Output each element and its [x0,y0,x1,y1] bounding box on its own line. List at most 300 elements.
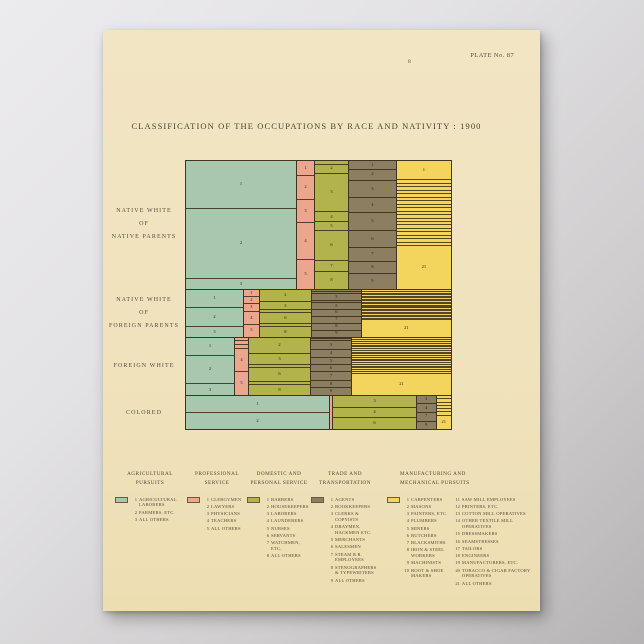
legend-item-label: BLACKSMITHS [411,540,446,546]
column-agriculture [186,161,296,289]
segment-number: 3 [278,355,281,361]
segment-number: 4 [330,213,333,219]
legend-item-number: 8 [266,553,269,559]
legend-title-line: MANUFACTURING AND [400,471,466,477]
legend-item [403,547,451,558]
segment-number: 6 [373,420,376,426]
column-professional [329,396,332,429]
legend-item [403,540,451,546]
column-domestic [332,396,415,429]
legend-color-swatch-agriculture [115,497,128,503]
row-label-text: NATIVE WHITE [116,296,172,303]
legend-item-label: ALL OTHERS [335,577,365,583]
legend-item-number: 18 [455,553,460,559]
legend-title-line: TRANSPORTATION [318,479,372,486]
legend-item-label: DRESSMAKERS [461,531,498,537]
column-professional [243,290,259,337]
legend-item-number: 6 [266,532,269,538]
legend-color-swatch-professional [187,497,200,503]
legend-item-number: 2 [266,503,269,509]
segment-number: 2 [278,342,281,348]
column-professional [234,338,248,396]
legend-item [327,511,379,522]
legend-item [327,537,379,543]
segment-trade-7 [311,371,351,380]
legend-item-label: SALESMEN [335,544,361,550]
legend-item-label: BOOT & SHOE MAKERS [411,567,444,579]
segment-number: 8 [335,323,338,329]
legend-item-label: ALL OTHERS [139,516,169,522]
segment-trade-8 [349,261,396,273]
segment-trade-3 [312,293,361,301]
legend-item-label: STENOGRAPHERS & TYPEWRITERS [335,564,377,576]
legend-item-number: 2 [330,503,333,509]
segment-number: 1 [208,342,212,348]
segment-agriculture-3 [186,278,296,289]
segment-number: 2 [239,240,243,246]
legend-group-body [187,497,247,532]
legend-group-title [247,470,311,488]
segment-manufacturing-1 [397,161,451,179]
legend-item-label: IRON & STEEL WORKERS [411,547,445,559]
legend-item [403,511,451,517]
legend-item-number: 14 [455,518,460,524]
legend-item-label: PLUMBERS [411,518,437,524]
segment-number: 9 [329,388,333,394]
segment-number: 2 [250,297,253,303]
legend-title-line: TRADE AND [327,471,363,477]
segment-manufacturing-21 [362,319,451,336]
legend-item-label: TOBACCO & CIGAR FACTORY OPERATIVES [461,567,531,579]
segment-number: 2 [330,165,333,171]
segment-number: 6 [371,235,374,241]
legend-group-manufacturing [387,470,535,586]
legend-item [203,518,241,524]
legend-item [203,526,241,532]
legend-item [403,526,451,532]
legend-title-line: AGRICULTURAL [127,471,173,477]
legend-item-list [403,497,451,579]
segment-number: 7 [371,251,374,257]
segment-agriculture-1 [186,396,329,411]
column-manufacturing [361,290,451,337]
segment-number: 8 [371,264,374,270]
row-labels-column [105,160,183,430]
legend-item-label: WATCHMEN, ETC. [271,540,300,551]
segment-domestic-2 [315,164,348,173]
segment-agriculture-2 [186,355,234,384]
segment-number: 8 [330,277,333,283]
legend-item-number: 5 [330,537,333,543]
legend-item-label: PHYSICIANS [211,511,241,517]
segment-trade-5 [311,357,351,365]
legend-item-number: 11 [455,496,460,502]
legend-item-number: 9 [330,577,333,583]
segment-number: 3 [239,280,243,286]
row-label-text: FOREIGN PARENTS [108,322,180,329]
legend-item [263,526,311,532]
legend-item [403,568,451,579]
legend-title-line: MECHANICAL PURSUITS [400,479,470,486]
legend-item-label: ALL OTHERS [211,525,241,531]
segment-professional-3 [297,199,314,222]
legend-item-label: OTHER TEXTILE MILL OPERATIVES [461,518,513,530]
legend-item-label: PRINTERS, ETC. [461,503,499,509]
legend-item-label: CARPENTERS [411,496,443,502]
segment-number: 3 [425,396,428,402]
segment-trade-9 [417,421,436,429]
column-agriculture [186,290,243,337]
segment-agriculture-1 [186,338,234,355]
legend-item [327,504,379,510]
segment-manufacturing-21 [352,373,451,395]
segment-number: 1 [213,295,216,301]
legend-item-number: 7 [406,540,409,546]
legend-group-title [115,470,185,488]
legend-group-body [387,497,535,587]
legend-group-title [187,470,247,488]
legend-item [327,497,379,503]
segment-trade-8 [311,380,351,387]
legend-item-number: 9 [406,560,409,566]
legend-item [263,504,311,510]
row-label-text: NATIVE WHITE [116,208,172,215]
legend-item [327,544,379,550]
segment-trade-4 [349,197,396,212]
legend-item-number: 5 [206,525,209,531]
segment-trade-7 [349,247,396,261]
segment-number: 5 [240,380,243,386]
legend-item-label: BUTCHERS [411,532,437,538]
legend-item-number: 1 [134,496,137,502]
legend-title-line: SERVICE [204,479,230,486]
legend-item-list [263,497,311,559]
legend-item-number: 12 [455,503,460,509]
segment-number: 21 [399,381,404,387]
segment-domestic-3 [249,353,310,363]
legend-group-title [387,470,535,488]
legend-item-label: BOOKKEEPERS [335,503,371,509]
segment-number: 1 [304,164,307,170]
legend-item [263,518,311,524]
row-label-3 [105,337,183,396]
segment-number: 5 [330,223,333,229]
row-label-2 [105,289,183,337]
legend-item-number: 20 [455,567,460,573]
segment-number: 7 [335,316,338,322]
legend-item [327,578,379,584]
segment-domestic-3 [260,301,311,309]
row-label-text: NATIVE PARENTS [111,234,177,241]
legend-item-label: COTTON MILL OPERATIVES [461,511,526,517]
mosaic-row-1 [186,161,451,289]
segment-professional-4 [244,311,259,324]
legend-item-number: 2 [206,503,209,509]
segment-number: 3 [284,302,287,308]
legend-item-label: TEACHERS [211,518,237,524]
legend-group-domestic [247,470,311,559]
column-domestic [259,290,311,337]
legend-item [454,531,535,537]
legend-item [263,540,311,551]
legend-item [454,511,535,517]
legend-item-number: 16 [455,538,460,544]
segment-number: 8 [278,386,281,392]
segment-number: 4 [240,356,243,362]
legend-item [403,497,451,503]
page-mark: 8 [408,59,411,65]
segment-number: 9 [335,330,338,336]
segment-number: 4 [250,314,253,320]
segment-number: 1 [422,166,426,172]
column-trade [310,338,351,396]
legend-item-number: 10 [404,567,409,573]
legend-item-label: STEAM R.R. EMPLOYEES [335,551,364,563]
legend-item-label: LAUNDERERS [271,518,304,524]
segment-number: 7 [329,372,333,378]
legend-item-number: 3 [206,511,209,517]
segment-number: 7 [330,262,333,268]
segment-trade-3 [417,396,436,403]
segment-domestic-4 [315,211,348,221]
legend-item-label: DRAYMEN, HACKMEN ETC. [335,524,372,535]
legend-color-swatch-trade [311,497,324,503]
segment-professional-4 [235,348,248,371]
segment-number: 2 [208,366,212,372]
segment-professional-3 [244,303,259,310]
legend-item [403,504,451,510]
segment-number: 1 [256,400,259,406]
segment-number: 1 [371,161,374,167]
legend-item [454,581,535,587]
segment-number: 21 [404,325,409,331]
legend-group-body [247,497,311,559]
legend-item [454,504,535,510]
segment-number: 21 [441,419,447,425]
segment-domestic-6 [315,230,348,260]
column-trade [416,396,436,429]
segment-professional [330,396,332,429]
segment-trade-3 [349,180,396,197]
legend-item-number: 2 [134,509,137,515]
legend-item-number: 3 [266,511,269,517]
segment-number: 1 [250,289,253,295]
legend-item [454,553,535,559]
legend-item-number: 3 [330,511,333,517]
legend-item-label: HOUSEKEEPERS [271,503,309,509]
segment-number: 3 [213,328,216,334]
legend-item-label: SAW MILL EMPLOYEES [461,496,516,502]
segment-number: 9 [371,278,374,284]
legend-item-number: 19 [455,560,460,566]
legend-item [454,546,535,552]
legend-item [203,497,241,503]
segment-domestic-2 [260,290,311,302]
segment-trade-9 [312,330,361,337]
row-label-text: FOREIGN WHITE [113,363,175,370]
segment-domestic-5 [315,221,348,230]
legend-item-label: SERVANTS [271,532,296,538]
segment-number: 4 [371,201,374,207]
mosaic-row-2 [186,289,451,337]
legend-title-line: DOMESTIC AND [256,471,302,477]
legend-item [454,568,535,579]
segment-number: 6 [284,314,287,320]
segment-number: 6 [278,371,281,377]
column-professional [296,161,314,289]
segment-number: 9 [425,422,428,428]
legend-item-label: LAWYERS [211,503,235,509]
legend-group-title [311,470,379,488]
legend-item-number: 7 [266,540,269,546]
segment-domestic-6 [333,417,415,429]
row-label-4 [105,396,183,430]
legend-item [203,504,241,510]
segment-number: 3 [335,293,338,299]
segment-number: 3 [371,185,374,191]
legend-item-number: 5 [266,525,269,531]
legend-item-label: MANUFACTURERS, ETC. [461,560,519,566]
statistical-plate-poster [103,30,540,611]
legend-group-trade [311,470,379,583]
legend-group-body [115,497,185,523]
segment-professional-5 [235,371,248,395]
segment-domestic-8 [260,326,311,336]
column-manufacturing [396,161,451,289]
segment-agriculture-3 [186,326,243,336]
legend-item [203,511,241,517]
legend-item-label: NURSES [271,525,290,531]
segment-trade-9 [311,387,351,395]
legend-color-swatch-domestic [247,497,260,503]
segment-professional-2 [297,175,314,200]
legend-item-label: MACHINISTS [411,560,442,566]
segment-trade-4 [417,403,436,411]
segment-number: 5 [304,271,307,277]
legend-title-line: PROFESSIONAL [194,471,240,477]
segment-domestic-7 [315,260,348,271]
legend-item-number: 2 [406,503,409,509]
legend-item [327,552,379,563]
segment-domestic-8 [249,384,310,395]
segment-agriculture-2 [186,307,243,327]
legend-item-list [327,497,379,584]
legend-title-line: PERSONAL SERVICE [250,479,308,486]
legend-item-number: 3 [134,516,137,522]
segment-number: 2 [213,313,216,319]
legend-item-number: 4 [330,524,333,530]
legend-item [263,511,311,517]
segment-number: 2 [256,417,259,423]
segment-agriculture-1 [186,290,243,307]
segment-number: 4 [304,237,307,243]
legend-item-number: 1 [266,496,269,502]
legend-group-professional [187,470,247,531]
legend-item-label: ALL OTHERS [461,580,492,586]
segment-domestic-3 [315,173,348,212]
legend-item-label: LABORERS [271,511,297,517]
segment-number: 2 [371,171,374,177]
segment-trade-4 [311,349,351,357]
segment-domestic-3 [333,396,415,407]
segment-agriculture-1 [186,161,296,208]
segment-professional-2 [244,296,259,303]
segment-trade-3 [311,340,351,349]
segment-agriculture-2 [186,208,296,278]
legend-item [454,539,535,545]
segment-trade-9 [349,273,396,289]
segment-domestic-6 [260,312,311,324]
legend-item [454,497,535,503]
legend-item-label: PAINTERS, ETC. [411,511,448,517]
column-domestic [314,161,348,289]
segment-number: 8 [329,380,333,386]
row-label-1 [105,160,183,289]
legend-item-label: AGRICULTURAL LABORERS [139,496,177,508]
legend-item-label: CLERKS & COPYISTS [335,511,359,522]
segment-trade-6 [312,309,361,316]
legend-item-number: 21 [455,580,460,586]
segment-number: 3 [329,341,333,347]
segment-trade-7 [417,412,436,421]
segment-number: 21 [421,264,427,270]
segment-number: 4 [329,349,333,355]
segment-domestic-8 [315,271,348,289]
legend-item [263,533,311,539]
legend-item-label: AGENTS [335,496,355,502]
row-label-text: COLORED [125,409,163,416]
legend-item-number: 1 [206,496,209,502]
segment-trade-5 [349,212,396,230]
legend-item [454,560,535,566]
legend-item-number: 1 [330,496,333,502]
legend-item-number: 4 [266,518,269,524]
legend [103,470,540,600]
segment-domestic-2 [249,338,310,354]
segment-number: 3 [208,386,212,392]
legend-item-number: 7 [330,551,333,557]
segment-domestic-6 [249,367,310,382]
segment-trade-7 [312,316,361,323]
segment-number: 5 [329,357,333,363]
legend-title-line: PURSUITS [135,479,165,486]
segment-number: 3 [330,189,333,195]
legend-group-body [311,497,379,584]
segment-number: 5 [250,327,253,333]
legend-item-number: 4 [206,518,209,524]
segment-domestic-4 [333,407,415,418]
legend-item-label: CLERGYMEN [211,496,242,502]
segment-number: 3 [373,398,376,404]
legend-item-list [203,497,241,532]
segment-number: 6 [335,309,338,315]
segment-agriculture-2 [186,412,329,429]
column-trade [348,161,396,289]
legend-item-label: ENGINEERS [461,553,490,559]
segment-professional-5 [297,259,314,289]
mosaic-row-3 [186,337,451,396]
legend-item-label: SEAMSTRESSES [461,538,499,544]
legend-item [131,517,185,523]
legend-item-label: BARBERS [271,496,294,502]
segment-professional-4 [297,222,314,259]
segment-manufacturing-21 [397,245,451,289]
legend-item-number: 15 [455,531,460,537]
legend-item-number: 17 [455,545,460,551]
legend-item-number: 4 [406,518,409,524]
segment-number: 8 [284,328,287,334]
legend-item-number: 8 [406,547,409,553]
